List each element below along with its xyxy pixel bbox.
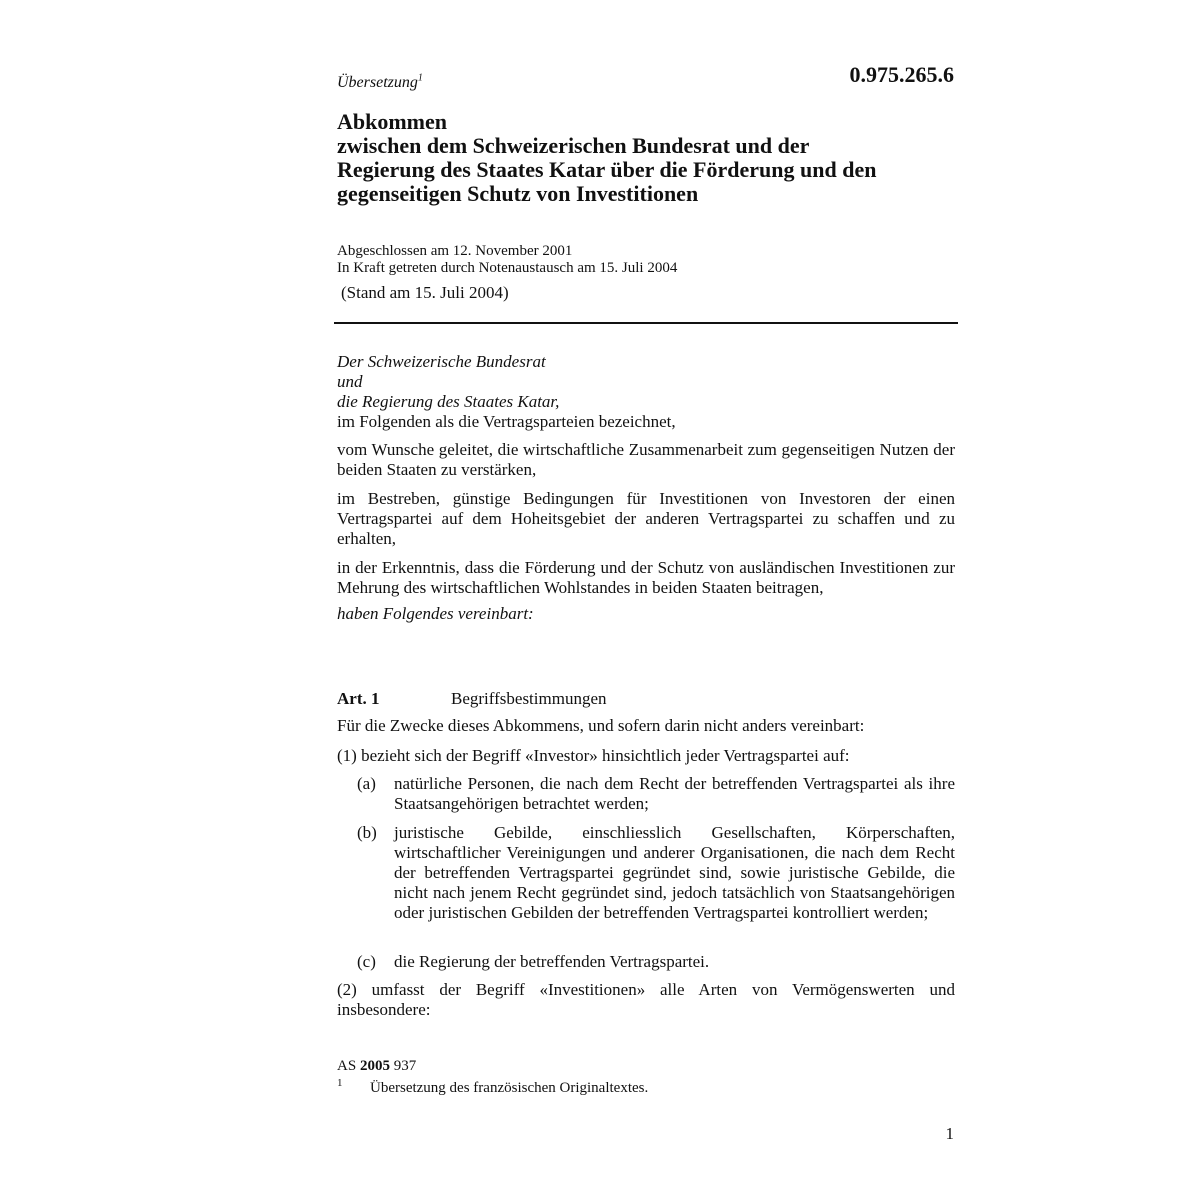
item-label: (a) [357, 774, 376, 793]
item-text: natürliche Personen, die nach dem Recht der betreffenden Vertragspartei als ihre Staatsangehörigen betrachtet werden; [394, 774, 955, 813]
list-item [357, 952, 955, 972]
article-heading [337, 689, 955, 709]
concluded-date: Abgeschlossen am 12. November 2001 [337, 243, 573, 259]
party-one: Der Schweizerische Bundesrat [337, 352, 546, 371]
article-number: Art. 1 [337, 689, 380, 708]
as-prefix: AS [337, 1058, 357, 1074]
conjunction: und [337, 372, 363, 391]
footnote-text: Übersetzung des französischen Originaltextes. [370, 1080, 649, 1096]
footnote: 1 Übersetzung des französischen Originaltextes. [337, 1077, 649, 1096]
title-line: zwischen dem Schweizerischen Bundesrat und der [337, 133, 810, 158]
title-line: Abkommen [337, 109, 448, 134]
sr-number: 0.975.265.6 [849, 62, 954, 87]
as-year: 2005 [359, 1058, 390, 1074]
paragraph-1: (1) bezieht sich der Begriff «Investor» hinsichtlich jeder Vertragspartei auf: [337, 746, 850, 765]
list-item [357, 823, 955, 923]
recital-2: im Bestreben, günstige Bedingungen für Investitionen von Investoren der einen Vertragspartei auf dem Hoheitsgebiet der anderen Vertragspartei zu schaffen und zu erhalten, [337, 489, 955, 548]
in-force-date: In Kraft getreten durch Notenaustausch am 15. Juli 2004 [337, 260, 678, 276]
item-text: die Regierung der betreffenden Vertragspartei. [394, 952, 710, 971]
footnote-reference: 1 [417, 72, 423, 84]
list-item [357, 774, 955, 814]
item-label: (b) [357, 823, 377, 842]
title-line: Regierung des Staates Katar über die Förderung und den [337, 157, 877, 182]
article-intro: Für die Zwecke dieses Abkommens, und sofern darin nicht anders vereinbart: [337, 716, 865, 735]
translation-label [337, 74, 423, 92]
as-reference [337, 1058, 416, 1075]
hereinafter-clause: im Folgenden als die Vertragsparteien bezeichnet, [337, 412, 676, 431]
document-title [337, 110, 955, 206]
recital-3: in der Erkenntnis, dass die Förderung und der Schutz von ausländischen Investitionen zur Mehrung des wirtschaftlichen Wohlstandes in beiden Staaten beitragen, [337, 558, 955, 597]
as-page: 937 [393, 1058, 417, 1074]
status-date: (Stand am 15. Juli 2004) [341, 283, 509, 302]
agreement-clause: haben Folgendes vereinbart: [337, 604, 534, 623]
item-text: juristische Gebilde, einschliesslich Gesellschaften, Körperschaften, wirtschaftlicher Vereinigungen und anderer Organisationen, die nach dem Recht der betreffenden Vertragspartei gegründet sind, sowie juristische Gebilde, die nicht nach jenem Recht gegründet sind, jedoch tatsächlich von Staatsangehörigen oder juristischen Gebilden der betreffenden Vertragspartei kontrolliert werden; [394, 823, 955, 922]
date-block [337, 243, 955, 277]
header-divider [334, 322, 958, 324]
translation-text: Übersetzung [337, 74, 418, 91]
title-line: gegenseitigen Schutz von Investitionen [337, 181, 699, 206]
recital-1: vom Wunsche geleitet, die wirtschaftliche Zusammenarbeit zum gegenseitigen Nutzen der beiden Staaten zu verstärken, [337, 440, 955, 479]
contracting-parties [337, 352, 955, 432]
paragraph-2: (2) umfasst der Begriff «Investitionen» alle Arten von Vermögenswerten und insbesondere: [337, 980, 955, 1019]
page-number: 1 [945, 1124, 954, 1143]
party-two: die Regierung des Staates Katar, [337, 392, 560, 411]
item-label: (c) [357, 952, 376, 971]
article-title: Begriffsbestimmungen [451, 689, 607, 708]
